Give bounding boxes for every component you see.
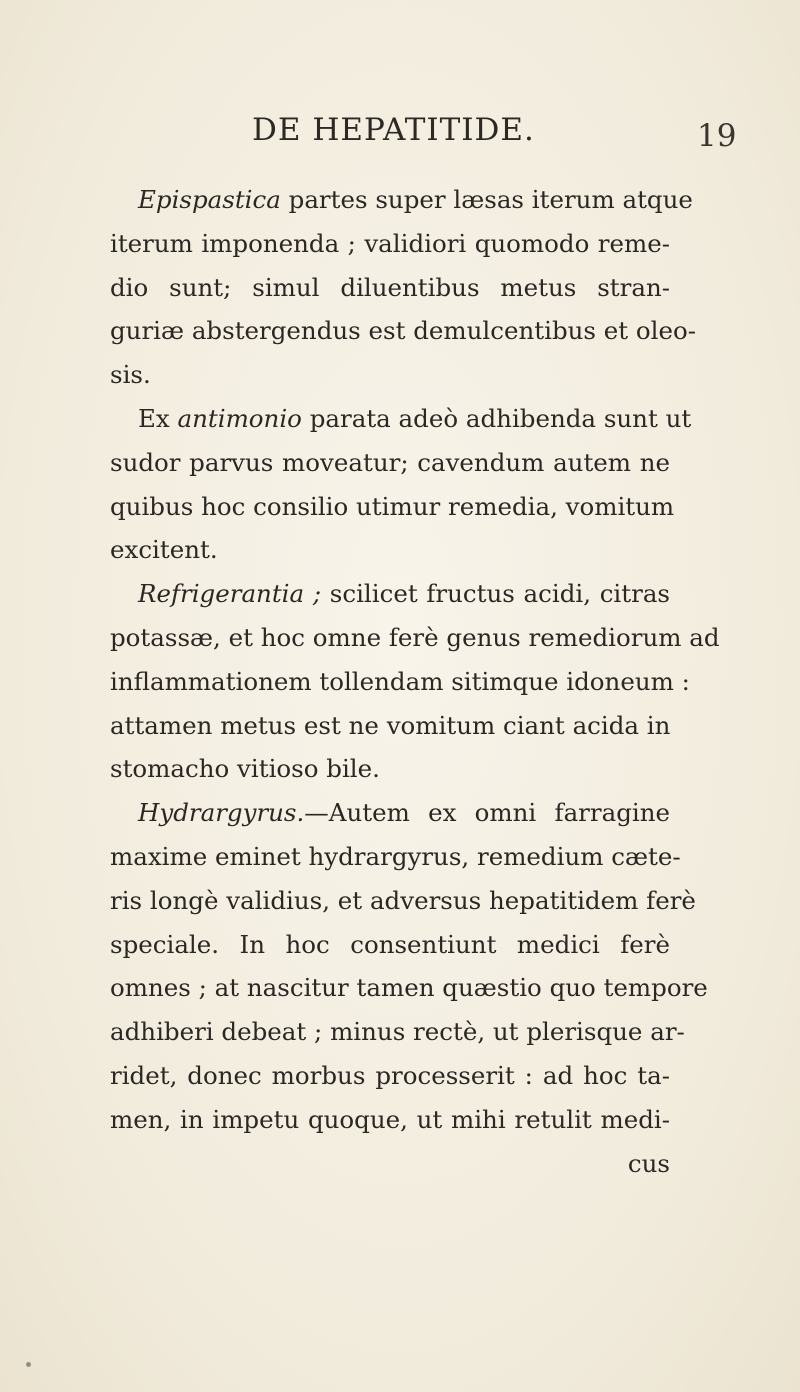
text-line: dio sunt; simul diluentibus metus stran- [110, 272, 670, 302]
text-line: sudor parvus moveatur; cavendum autem ne [110, 447, 670, 477]
italic-term: antimonio [177, 403, 302, 433]
text-line [110, 178, 693, 222]
text-line: inflammationem tollendam sitimque idoneum : [110, 666, 690, 696]
text-line: speciale. In hoc consentiunt medici ferè [110, 929, 670, 959]
text-line: potassæ, et hoc omne ferè genus remediorum ad [110, 622, 720, 652]
line-text: parata adeò adhibenda sunt ut [301, 403, 692, 433]
text-line [110, 397, 692, 441]
text-line: adhiberi debeat ; minus rectè, ut plerisque ar- [110, 1017, 685, 1047]
italic-term: Hydrargyrus. [138, 798, 305, 828]
text-line: ridet, donec morbus processerit : ad hoc ta- [110, 1060, 670, 1090]
text-line: quibus hoc consilio utimur remedia, vomitum [110, 491, 675, 521]
text-line: ris longè validius, et adversus hepatitidem ferè [110, 885, 696, 915]
text-line: guriæ abstergendus est demulcentibus et oleo- [110, 316, 697, 346]
text-line: maxime eminet hydrargyrus, remedium cæte- [110, 841, 681, 871]
text-line: men, in impetu quoque, ut mihi retulit medi- [110, 1104, 670, 1134]
line-text: —Autem ex omni farragine [304, 798, 670, 828]
text-line: attamen metus est ne vomitum ciant acida in [110, 710, 671, 740]
running-title: DE HEPATITIDE. [252, 112, 535, 148]
text-line [110, 572, 670, 616]
text-line: stomacho vitioso bile. [110, 754, 380, 784]
line-text: scilicet fructus acidi, citras [321, 579, 671, 609]
catchword: cus [627, 1148, 670, 1178]
line-text: Ex [138, 403, 178, 433]
line-text: partes super læsas iterum atque [280, 185, 693, 214]
text-line: iterum imponenda ; validiori quomodo reme- [110, 228, 670, 258]
italic-term: Epispastica [138, 185, 281, 214]
body-text [110, 178, 720, 1185]
page-number: 19 [697, 118, 737, 154]
text-line: sis. [110, 360, 151, 390]
text-line: omnes ; at nascitur tamen quæstio quo tempore [110, 973, 708, 1003]
paper-spot [26, 1362, 31, 1367]
text-line: excitent. [110, 535, 218, 565]
text-line [110, 791, 670, 835]
italic-term: Refrigerantia ; [138, 579, 322, 609]
